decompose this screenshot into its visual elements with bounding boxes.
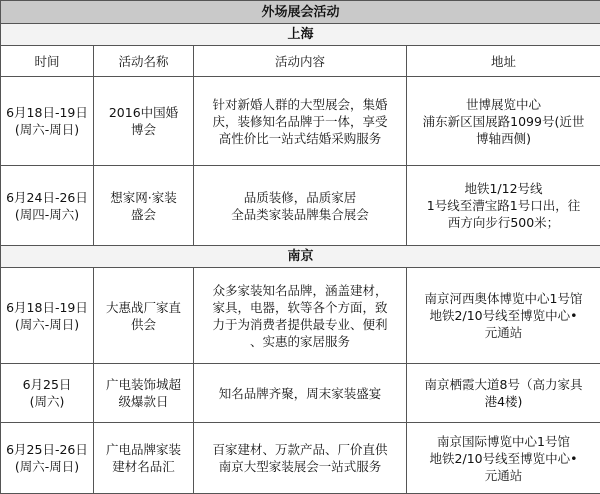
table-row (1, 364, 600, 423)
city-heading: 南京 (1, 246, 600, 268)
event-content (194, 77, 407, 166)
event-time (1, 166, 94, 246)
event-content (194, 268, 407, 364)
time-line: (周四-周六) (4, 206, 90, 223)
address-line: 元通站 (410, 467, 597, 484)
content-line: 家具，电器，软等各个方面，致 (197, 299, 403, 316)
event-name (94, 268, 194, 364)
content-line: 庆，装修知名品牌于一体，享受 (197, 113, 403, 130)
address-line: 南京国际博览中心1号馆 (410, 433, 597, 450)
time-line: 6月25日 (4, 376, 90, 393)
event-name (94, 77, 194, 166)
content-line: 众多家装知名品牌，涵盖建材， (197, 282, 403, 299)
content-line: 、实惠的家居服务 (197, 333, 403, 350)
address-line: 地铁2/10号线至博览中心• (410, 307, 597, 324)
name-line: 博会 (97, 121, 190, 138)
column-header-row (1, 46, 600, 77)
name-line: 建材名品汇 (97, 458, 190, 475)
event-address (407, 364, 600, 423)
header-time: 时间 (1, 46, 94, 77)
time-line: (周六-周日) (4, 121, 90, 138)
city-row-nanjing (1, 246, 600, 268)
address-line: 世博展览中心 (410, 96, 597, 113)
event-address (407, 166, 600, 246)
time-line: (周六-周日) (4, 458, 90, 475)
address-line: 地铁1/12号线 (410, 180, 597, 197)
event-time (1, 77, 94, 166)
time-line: 6月18日-19日 (4, 299, 90, 316)
table-title: 外场展会活动 (1, 1, 600, 24)
event-time (1, 364, 94, 423)
event-name (94, 166, 194, 246)
address-line: 元通站 (410, 324, 597, 341)
title-row (1, 1, 600, 24)
table-row (1, 166, 600, 246)
content-line: 百家建材、万款产品、厂价直供 (197, 441, 403, 458)
event-content (194, 166, 407, 246)
name-line: 广电装饰城超 (97, 376, 190, 393)
header-name: 活动名称 (94, 46, 194, 77)
content-line: 针对新婚人群的大型展会，集婚 (197, 96, 403, 113)
name-line: 供会 (97, 316, 190, 333)
event-content (194, 364, 407, 423)
header-content: 活动内容 (194, 46, 407, 77)
time-line: 6月24日-26日 (4, 189, 90, 206)
address-line: 南京河西奥体博览中心1号馆 (410, 290, 597, 307)
header-address: 地址 (407, 46, 600, 77)
address-line: 浦东新区国展路1099号(近世 (410, 113, 597, 130)
table-row (1, 268, 600, 364)
event-time (1, 268, 94, 364)
table-row (1, 77, 600, 166)
content-line: 南京大型家装展会一站式服务 (197, 458, 403, 475)
name-line: 广电品牌家装 (97, 441, 190, 458)
address-line: 1号线至漕宝路1号口出，往 (410, 197, 597, 214)
content-line: 品质装修，品质家居 (197, 189, 403, 206)
name-line: 想家网·家装 (97, 189, 190, 206)
address-line: 港4楼) (410, 393, 597, 410)
city-row-shanghai (1, 24, 600, 46)
event-name (94, 364, 194, 423)
event-address (407, 268, 600, 364)
content-line: 高性价比一站式结婚采购服务 (197, 130, 403, 147)
name-line: 级爆款日 (97, 393, 190, 410)
content-line: 知名品牌齐聚，周末家装盛宴 (197, 385, 403, 402)
event-address (407, 77, 600, 166)
time-line: 6月18日-19日 (4, 104, 90, 121)
address-line: 地铁2/10号线至博览中心• (410, 450, 597, 467)
name-line: 2016中国婚 (97, 104, 190, 121)
time-line: (周六-周日) (4, 316, 90, 333)
name-line: 盛会 (97, 206, 190, 223)
city-heading: 上海 (1, 24, 600, 46)
time-line: 6月25日-26日 (4, 441, 90, 458)
address-line: 博轴西侧) (410, 130, 597, 147)
time-line: (周六) (4, 393, 90, 410)
address-line: 南京栖霞大道8号（高力家具 (410, 376, 597, 393)
content-line: 力于为消费者提供最专业、便利 (197, 316, 403, 333)
name-line: 大惠战厂家直 (97, 299, 190, 316)
content-line: 全品类家装品牌集合展会 (197, 206, 403, 223)
address-line: 西方向步行500米； (410, 214, 597, 231)
